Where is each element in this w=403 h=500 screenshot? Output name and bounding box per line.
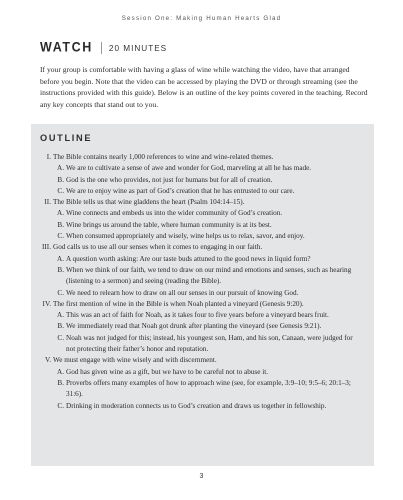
- outline-subpoint-letter: C.: [57, 401, 64, 410]
- outline-point: [31, 355, 374, 366]
- outline-subpoint-text: Wine brings us around the table, where human community is at its best.: [66, 220, 272, 229]
- outline-subpoint-text: When we think of our faith, we tend to draw on our mind and emotions and senses, such as hearing (listening to a sermon) and seeing (reading the Bible).: [66, 265, 352, 286]
- outline-subpoint-text: We need to relearn how to draw on all our senses in our pursuit of knowing God.: [66, 288, 299, 297]
- outline-subpoint-text: Drinking in moderation connects us to God’s creation and draws us together in fellowship.: [66, 401, 327, 410]
- outline-subpoint: [31, 367, 374, 378]
- outline-subpoint-letter: C.: [57, 232, 64, 241]
- section-title: WATCH: [40, 39, 93, 55]
- outline-subpoint-letter: B.: [57, 175, 64, 184]
- outline-subpoint: [31, 220, 374, 231]
- outline-title: OUTLINE: [40, 133, 93, 143]
- outline-box: [31, 124, 374, 466]
- section-duration: 20 MINUTES: [108, 43, 168, 53]
- outline-subpoint-letter: A.: [57, 311, 64, 320]
- outline-subpoint-letter: B.: [57, 378, 64, 387]
- outline-point: [31, 242, 374, 253]
- outline-subpoint: [31, 175, 374, 186]
- outline-subpoint-letter: A.: [57, 164, 64, 173]
- outline-point-text: The first mention of wine in the Bible is when Noah planted a vineyard (Genesis 9:20).: [53, 299, 304, 308]
- outline-subpoint-text: This was an act of faith for Noah, as it takes four to five years before a vineyard bears fruit.: [66, 311, 329, 320]
- outline-subpoint-text: A question worth asking: Are our taste buds attuned to the good news in liquid form?: [66, 254, 311, 263]
- outline-subpoint-text: When consumed appropriately and wisely, wine helps us to relax, savor, and enjoy.: [66, 232, 305, 241]
- outline-list: [31, 152, 374, 412]
- outline-point: [31, 299, 374, 310]
- outline-point-text: We must engage with wine wisely and with discernment.: [53, 356, 217, 365]
- outline-point: [31, 197, 374, 208]
- outline-subpoint-text: We are to cultivate a sense of awe and wonder for God, marveling at all he has made.: [66, 164, 312, 173]
- outline-subpoint: [31, 163, 374, 174]
- outline-subpoint-letter: A.: [57, 209, 64, 218]
- outline-subpoint-letter: C.: [57, 288, 64, 297]
- page-number: 3: [199, 473, 204, 480]
- outline-point-text: The Bible tells us that wine gladdens the heart (Psalm 104:14–15).: [53, 198, 245, 207]
- outline-subpoint: [31, 186, 374, 197]
- running-head: Session One: Making Human Hearts Glad: [121, 15, 282, 22]
- outline-point-text: The Bible contains nearly 1,000 references to wine and wine-related themes.: [53, 153, 274, 161]
- outline-subpoint: [31, 254, 374, 265]
- outline-point-number: II.: [44, 198, 51, 207]
- outline-subpoint: [31, 288, 374, 299]
- outline-point-text: God calls us to use all our senses when it comes to engaging in our faith.: [53, 243, 263, 252]
- outline-subpoint-letter: C.: [57, 333, 64, 342]
- outline-subpoint-letter: B.: [57, 322, 64, 331]
- outline-subpoint: [31, 208, 374, 219]
- outline-subpoint-letter: C.: [57, 186, 64, 195]
- outline-subpoint-text: We are to enjoy wine as part of God’s creation that he has entrusted to our care.: [66, 186, 295, 195]
- outline-subpoint: [31, 333, 374, 356]
- outline-subpoint-text: Noah was not judged for this; instead, his youngest son, Ham, and his son, Canaan, were judged for not protecting their father’s honor and reputation.: [66, 333, 353, 354]
- outline-point-number: I.: [46, 153, 51, 161]
- outline-subpoint-letter: B.: [57, 220, 64, 229]
- outline-subpoint: [31, 265, 374, 288]
- outline-subpoint-text: God has given wine as a gift, but we have to be careful not to abuse it.: [66, 367, 268, 376]
- outline-subpoint-letter: A.: [57, 254, 64, 263]
- outline-point-number: V.: [44, 356, 51, 365]
- intro-paragraph: If your group is comfortable with having a glass of wine while watching the video, have that arranged before you begin. Note that the video can be accessed by playing the DVD or through streaming (see the instructions provided with this guide). Below is an outline of the key points covered in the teaching. Record any key concepts that stand out to you.: [40, 65, 368, 109]
- outline-subpoint-letter: B.: [57, 265, 64, 274]
- outline-point-number: III.: [42, 243, 51, 252]
- outline-subpoint: [31, 231, 374, 242]
- outline-subpoint: [31, 378, 374, 401]
- outline-subpoint-text: Proverbs offers many examples of how to approach wine (see, for example, 3:9–10; 9:5–6; 20:1–3; 31:6).: [66, 378, 351, 399]
- outline-subpoint-text: Wine connects and embeds us into the wider community of God’s creation.: [66, 209, 283, 218]
- outline-subpoint-letter: A.: [57, 367, 64, 376]
- outline-subpoint: [31, 321, 374, 332]
- outline-subpoint-text: We immediately read that Noah got drunk after planting the vineyard (see Genesis 9:21).: [66, 322, 322, 331]
- outline-subpoint: [31, 401, 374, 412]
- outline-subpoint: [31, 310, 374, 321]
- outline-point: [31, 152, 374, 163]
- outline-subpoint-text: God is the one who provides, not just for humans but for all of creation.: [66, 175, 273, 184]
- section-header: [40, 41, 167, 55]
- outline-point-number: IV.: [42, 299, 51, 308]
- header-divider: [101, 42, 102, 54]
